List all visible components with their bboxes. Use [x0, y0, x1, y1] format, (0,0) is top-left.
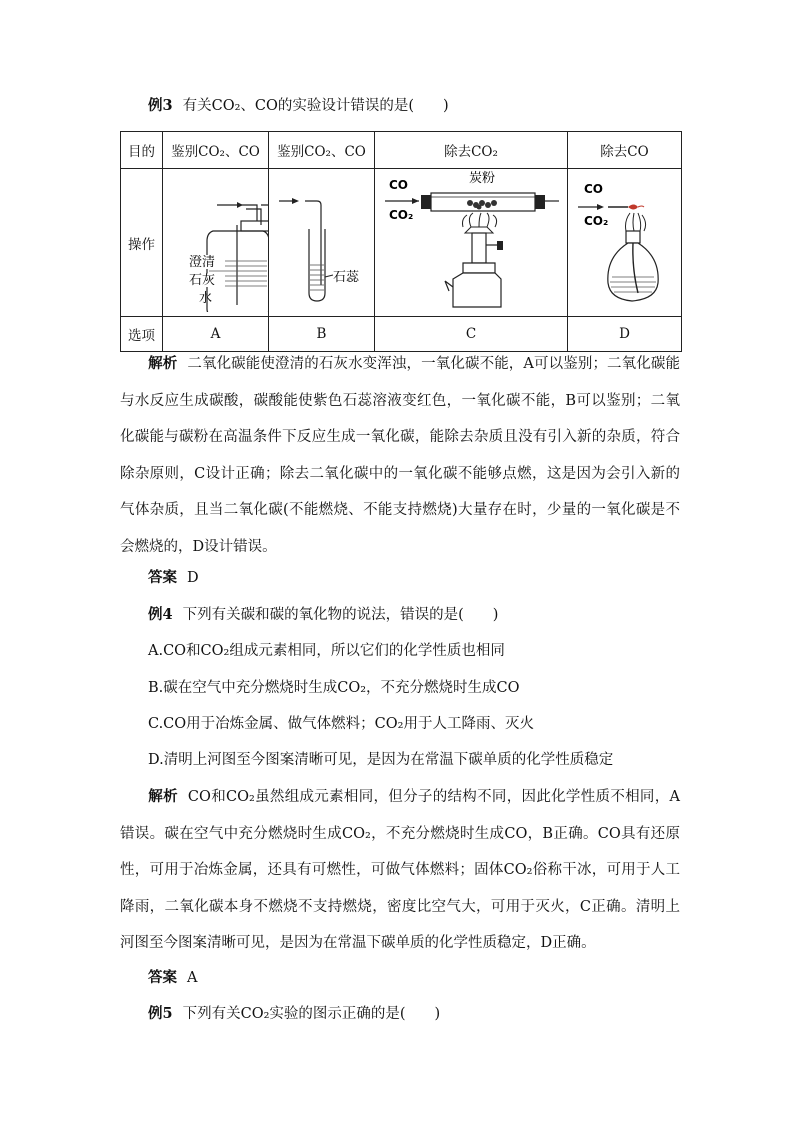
ex3-answer: D [187, 570, 199, 586]
option-d: D [568, 317, 682, 352]
ex4-option-a: A.CO和CO₂组成元素相同，所以它们的化学性质也相同 [148, 643, 505, 659]
fig-a-label-1: 澄清 [189, 255, 216, 270]
table-row-operation [121, 169, 682, 317]
table-row-purpose [121, 132, 682, 169]
row-label-purpose: 目的 [121, 132, 163, 169]
ex4-option-c: C.CO用于冶炼金属、做气体燃料；CO₂用于人工降雨、灭火 [148, 716, 534, 732]
ex4-answer-label: 答案 [148, 969, 177, 986]
apparatus-d-cell [568, 169, 682, 317]
fig-c-co: CO [389, 178, 409, 192]
apparatus-b-cell [269, 169, 375, 317]
purpose-b: 鉴别CO₂、CO [269, 132, 375, 169]
ex4-answer: A [187, 970, 198, 986]
fig-a-label-2: 石灰 [189, 273, 216, 288]
carbon-tube-burner-figure [375, 169, 568, 312]
ex4-question-line [148, 605, 678, 625]
purpose-a: 鉴别CO₂、CO [163, 132, 269, 169]
test-tube-figure [269, 169, 375, 312]
ex4-option-b: B.碳在空气中充分燃烧时生成CO₂，不充分燃烧时生成CO [148, 680, 520, 696]
ex3-question: 有关CO₂、CO的实验设计错误的是( ) [182, 98, 449, 114]
alcohol-lamp-figure [568, 169, 682, 312]
experiment-table [120, 131, 682, 352]
fig-a-label-3: 水 [199, 291, 213, 306]
row-label-option: 选项 [121, 317, 163, 352]
gas-washing-bottle-figure [163, 169, 269, 312]
option-c: C [375, 317, 568, 352]
apparatus-a-cell [163, 169, 269, 317]
ex5-question: 下列有关CO₂实验的图示正确的是( ) [182, 1006, 441, 1022]
apparatus-c-cell [375, 169, 568, 317]
option-b: B [269, 317, 375, 352]
ex3-question-line [148, 96, 678, 116]
fig-b-label: 石蕊 [333, 270, 360, 285]
row-label-operation: 操作 [121, 169, 163, 317]
fig-c-co2: CO₂ [389, 208, 414, 222]
ex3-answer-label: 答案 [148, 569, 177, 586]
ex3-analysis-text: 二氧化碳能使澄清的石灰水变浑浊，一氧化碳不能，A可以鉴别；二氧化碳能与水反应生成碳酸，碳酸能使紫色石蕊溶液变红色，一氧化碳不能，B可以鉴别；二氧化碳能与碳粉在高温条件下反应生成一氧化碳，能除去杂质且没有引入新的杂质，符合除杂原则，C设计正确；除去二氧化碳中的一氧化碳不能够点燃，这是因为会引入新的气体杂质，且当二氧化碳(不能燃烧、不能支持燃烧)大量存在时，少量的一氧化碳是不会燃烧的，D设计错误。 [120, 356, 681, 555]
ex3-answer-line [148, 568, 678, 588]
ex5-label: 例5 [148, 1005, 173, 1022]
purpose-d: 除去CO [568, 132, 682, 169]
ex4-question: 下列有关碳和碳的氧化物的说法，错误的是( ) [182, 607, 499, 623]
purpose-c: 除去CO₂ [375, 132, 568, 169]
ex4-analysis-text: CO和CO₂虽然组成元素相同，但分子的结构不同，因此化学性质不相同，A错误。碳在空气中充分燃烧时生成CO₂，不充分燃烧时生成CO，B正确。CO具有还原性，可用于冶炼金属，还具有可燃性，可做气体燃料；固体CO₂俗称干冰，可用于人工降雨，二氧化碳本身不燃烧不支持燃烧，密度比空气大，可用于灭火，C正确。清明上河图至今图案清晰可见，是因为在常温下碳单质的化学性质稳定，D正确。 [120, 789, 680, 951]
ex4-label: 例4 [148, 606, 173, 623]
ex4-answer-line [148, 968, 678, 988]
fig-d-co: CO [584, 182, 604, 196]
ex4-option-d: D.清明上河图至今图案清晰可见，是因为在常温下碳单质的化学性质稳定 [148, 752, 614, 768]
fig-c-carbon: 炭粉 [469, 171, 496, 186]
ex4-analysis [120, 779, 680, 962]
option-a: A [163, 317, 269, 352]
ex3-analysis-label: 解析 [148, 355, 178, 372]
ex4-analysis-label: 解析 [148, 788, 178, 805]
ex5-question-line [148, 1004, 678, 1024]
ex3-analysis [120, 346, 680, 565]
fig-d-co2: CO₂ [584, 214, 609, 228]
ex3-label: 例3 [148, 97, 173, 114]
